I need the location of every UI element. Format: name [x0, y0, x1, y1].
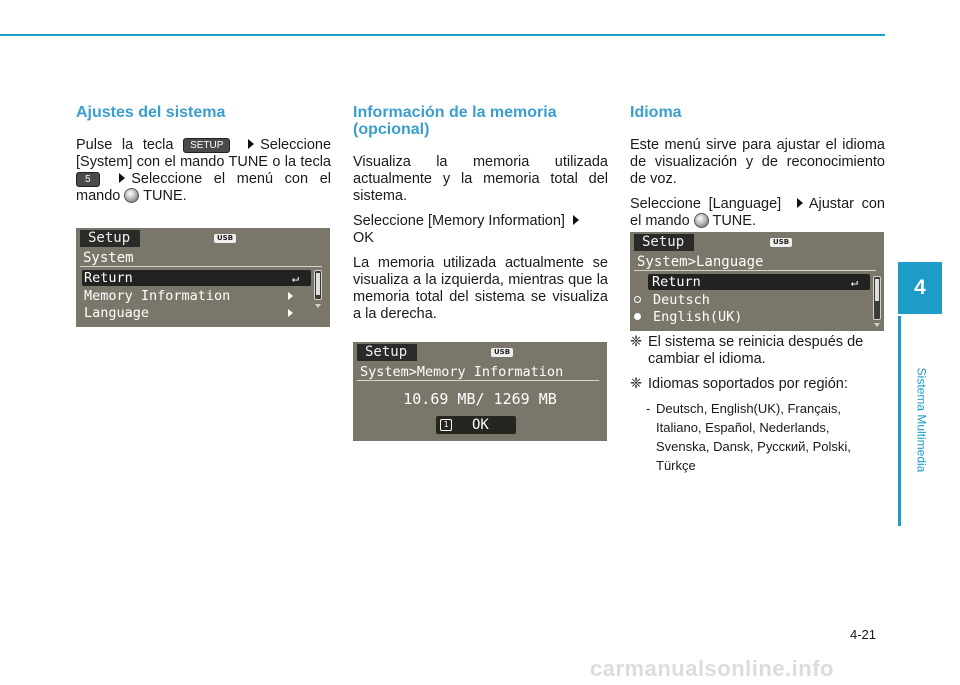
menu-item-label: Memory Information [84, 288, 231, 304]
chevron-right-icon [288, 309, 293, 317]
scrollbar[interactable] [314, 270, 322, 300]
text-segment: TUNE. [712, 213, 756, 229]
watermark: carmanualsonline.info [590, 656, 834, 681]
text-segment: Pulse la tecla [76, 137, 174, 153]
text-segment: Seleccione [Memory Information] [353, 213, 565, 229]
menu-item-memory-information[interactable] [82, 288, 299, 304]
return-icon: ↵ [850, 275, 858, 289]
arrow-right-icon [797, 198, 803, 208]
scroll-down-icon [874, 323, 880, 327]
language-option-deutsch[interactable] [634, 292, 864, 308]
chapter-tab: 4 [898, 262, 942, 314]
paragraph-language-select [630, 196, 885, 230]
screen-title: System [80, 249, 322, 267]
memory-usage-value: 10.69 MB/ 1269 MB [403, 390, 557, 408]
screen-title: System>Language [634, 253, 876, 271]
language-option-english-uk[interactable] [634, 309, 864, 325]
screen-language [630, 232, 884, 331]
note-restart [630, 334, 885, 368]
heading-system-settings: Ajustes del sistema [76, 104, 226, 121]
heading-memory-info: Información de la memoria (opcional) [353, 104, 557, 138]
chevron-right-icon [288, 292, 293, 300]
menu-item-label: Language [84, 305, 150, 321]
return-icon: ↵ [291, 271, 299, 285]
scrollbar-thumb[interactable] [875, 279, 879, 301]
screen-title: System>Memory Information [357, 363, 599, 381]
ok-button-label: OK [472, 417, 489, 433]
column-language [630, 104, 885, 238]
text-segment: TUNE. [143, 188, 187, 204]
usb-icon: USB [214, 234, 236, 243]
info-icon: 1 [440, 419, 452, 431]
menu-item-language[interactable] [82, 305, 299, 321]
note-supported [630, 376, 885, 393]
screen-system-menu [76, 228, 330, 327]
note-text: Idiomas soportados por región: [648, 376, 848, 392]
supported-languages-list: Deutsch, English(UK), Français, Italiano, Español, Nederlands, Svenska, Dansk, Русский, Polski, Türkçe [656, 401, 851, 473]
paragraph-system-settings [76, 137, 331, 205]
text-segment: Seleccione [System] con el mando TUNE o la tecla [76, 137, 332, 170]
chapter-label: Sistema Multimedia [914, 367, 929, 473]
text-segment: Ajustar con el mando [630, 196, 885, 229]
tune-knob-icon [124, 188, 139, 203]
text-segment: Seleccione [Language] [630, 196, 782, 212]
note-mark-icon: ❈ [630, 334, 643, 350]
setup-key-icon: SETUP [183, 138, 230, 153]
scroll-down-icon [315, 304, 321, 308]
language-option-label: English(UK) [653, 309, 743, 325]
screen-memory-information [353, 342, 607, 441]
note-text: El sistema se reinicia después de cambiar el idioma. [648, 334, 864, 367]
scrollbar-thumb[interactable] [316, 273, 320, 295]
menu-item-label: Return [84, 270, 133, 286]
paragraph-memory-display: La memoria utilizada actualmente se visualiza a la izquierda, mientras que la memoria total del sistema se visualiza a la derecha. [353, 255, 608, 322]
arrow-right-icon [573, 215, 579, 225]
usb-icon: USB [491, 348, 513, 357]
ok-button[interactable] [436, 416, 516, 434]
tune-knob-icon [694, 213, 709, 228]
text-segment: Seleccione el menú con el mando [76, 171, 331, 204]
text-segment: OK [353, 230, 374, 246]
arrow-right-icon [119, 173, 125, 183]
usb-icon: USB [770, 238, 792, 247]
language-option-label: Deutsch [653, 292, 710, 308]
list-dash: - [646, 401, 651, 416]
menu-item-label: Return [652, 274, 701, 290]
radio-selected-icon [634, 313, 641, 320]
language-notes [630, 334, 885, 475]
key-5-icon: 5 [76, 172, 100, 187]
paragraph-language-desc: Este menú sirve para ajustar el idioma de visualización y de reconocimiento de voz. [630, 137, 885, 187]
screen-tab: Setup [357, 344, 417, 361]
column-memory-info [353, 104, 608, 331]
chapter-label-wrap [899, 310, 943, 530]
menu-item-return[interactable] [82, 270, 311, 286]
column-system-settings [76, 104, 331, 213]
scrollbar[interactable] [873, 276, 881, 320]
paragraph-memory-select [353, 213, 608, 247]
screen-tab: Setup [80, 230, 140, 247]
screen-tab: Setup [634, 234, 694, 251]
heading-language: Idioma [630, 104, 682, 121]
top-rule [0, 34, 885, 36]
menu-item-return[interactable] [648, 274, 870, 290]
supported-languages [646, 399, 885, 475]
note-mark-icon: ❈ [630, 376, 643, 392]
arrow-right-icon [248, 139, 254, 149]
paragraph-memory-desc: Visualiza la memoria utilizada actualmente y la memoria total del sistema. [353, 154, 608, 204]
page-number: 4-21 [850, 627, 877, 642]
radio-icon [634, 296, 641, 303]
